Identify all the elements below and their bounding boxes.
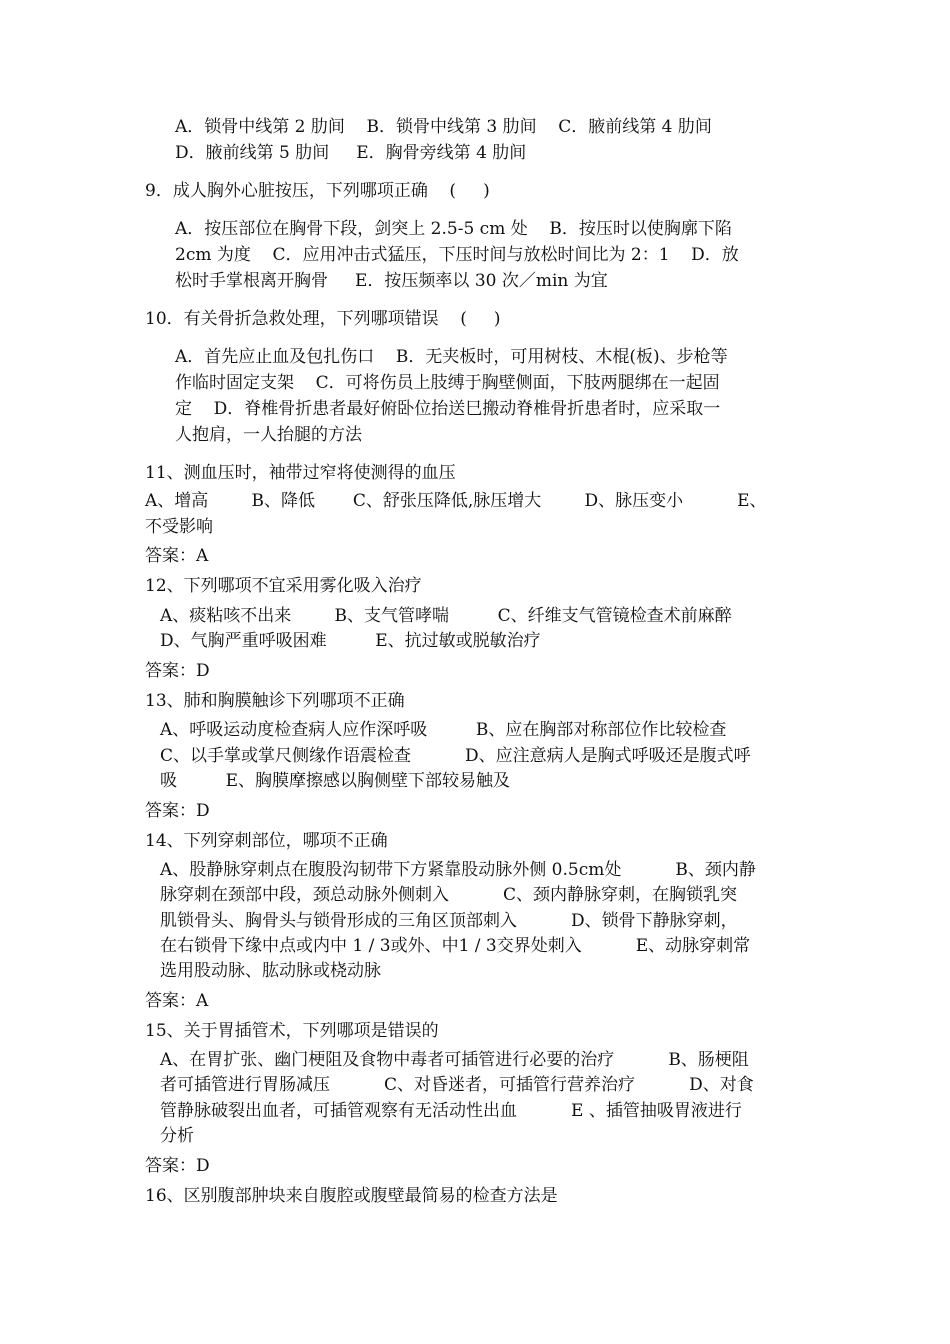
q15-options-line-3: 管静脉破裂出血者，可插管观察有无活动性出血 E 、插管抽吸胃液进行 <box>160 1101 742 1121</box>
q11-stem: 11、测血压时，袖带过窄将使测得的血压 <box>145 463 456 483</box>
q13-options-line-2: C、以手掌或掌尺侧缘作语震检查 D、应注意病人是胸式呼吸还是腹式呼 <box>160 746 751 766</box>
q14-options-line-4: 在右锁骨下缘中点或内中 1 / 3或外、中1 / 3交界处刺入 E、动脉穿刺常 <box>160 936 751 956</box>
q10-options-line-1: A．首先应止血及包扎伤口 B．无夹板时，可用树枝、木棍(板)、步枪等 <box>175 347 728 367</box>
q15-options-line-4: 分析 <box>160 1126 194 1146</box>
q9-options-line-3: 松时手掌根离开胸骨 E．按压频率以 30 次／min 为宜 <box>175 271 608 291</box>
q12-stem: 12、下列哪项不宜采用雾化吸入治疗 <box>145 576 422 596</box>
q13-options-line-1: A、呼吸运动度检查病人应作深呼吸 B、应在胸部对称部位作比较检查 <box>160 720 727 740</box>
q13-stem: 13、肺和胸膜触诊下列哪项不正确 <box>145 691 405 711</box>
q12-answer: 答案：D <box>145 661 210 681</box>
q11-options-line-2: 不受影响 <box>145 517 213 537</box>
q14-stem: 14、下列穿刺部位，哪项不正确 <box>145 831 388 851</box>
q10-options-line-4: 人抱肩，一人抬腿的方法 <box>175 425 362 445</box>
q14-options-line-1: A、股静脉穿刺点在腹股沟韧带下方紧靠股动脉外侧 0.5cm处 B、颈内静 <box>160 860 756 880</box>
q15-options-line-1: A、在胃扩张、幽门梗阻及食物中毒者可插管进行必要的治疗 B、肠梗阻 <box>160 1050 749 1070</box>
q8-options-line-2: D．腋前线第 5 肋间 E．胸骨旁线第 4 肋间 <box>175 143 527 163</box>
q10-stem: 10．有关骨折急救处理，下列哪项错误 ( ) <box>145 309 501 329</box>
q13-answer: 答案：D <box>145 801 210 821</box>
q14-options-line-2: 脉穿刺在颈部中段，颈总动脉外侧刺入 C、颈内静脉穿刺，在胸锁乳突 <box>160 885 738 905</box>
q14-options-line-3: 肌锁骨头、胸骨头与锁骨形成的三角区顶部刺入 D、锁骨下静脉穿刺， <box>160 911 738 931</box>
q10-options-line-2: 作临时固定支架 C．可将伤员上肢缚于胸壁侧面，下肢两腿绑在一起固 <box>175 373 720 393</box>
q12-options-line-2: D、气胸严重呼吸困难 E、抗过敏或脱敏治疗 <box>160 631 541 651</box>
q11-options-line-1: A、增高 B、降低 C、舒张压降低,脉压增大 D、脉压变小 E、 <box>145 491 767 511</box>
q9-stem: 9．成人胸外心脏按压，下列哪项正确 ( ) <box>145 181 490 201</box>
q16-stem: 16、区别腹部肿块来自腹腔或腹壁最简易的检查方法是 <box>145 1186 558 1206</box>
q14-options-line-5: 选用股动脉、肱动脉或桡动脉 <box>160 961 381 981</box>
q15-stem: 15、关于胃插管术，下列哪项是错误的 <box>145 1021 439 1041</box>
q15-answer: 答案：D <box>145 1156 210 1176</box>
q13-options-line-3: 吸 E、胸膜摩擦感以胸侧壁下部较易触及 <box>160 771 511 791</box>
q9-options-line-1: A．按压部位在胸骨下段，剑突上 2.5-5 cm 处 B．按压时以使胸廓下陷 <box>175 219 732 239</box>
q15-options-line-2: 者可插管进行胃肠减压 C、对昏迷者，可插管行营养治疗 D、对食 <box>160 1075 754 1095</box>
q12-options-line-1: A、痰粘咳不出来 B、支气管哮喘 C、纤维支气管镜检查术前麻醉 <box>160 606 732 626</box>
q10-options-line-3: 定 D．脊椎骨折患者最好俯卧位抬送巳搬动脊椎骨折患者时，应采取一 <box>175 399 721 419</box>
q14-answer: 答案：A <box>145 991 209 1011</box>
q11-answer: 答案：A <box>145 546 209 566</box>
q9-options-line-2: 2cm 为度 C．应用冲击式猛压，下压时间与放松时间比为 2：1 D．放 <box>175 245 739 265</box>
q8-options-line-1: A．锁骨中线第 2 肋间 B．锁骨中线第 3 肋间 C．腋前线第 4 肋间 <box>175 117 712 137</box>
